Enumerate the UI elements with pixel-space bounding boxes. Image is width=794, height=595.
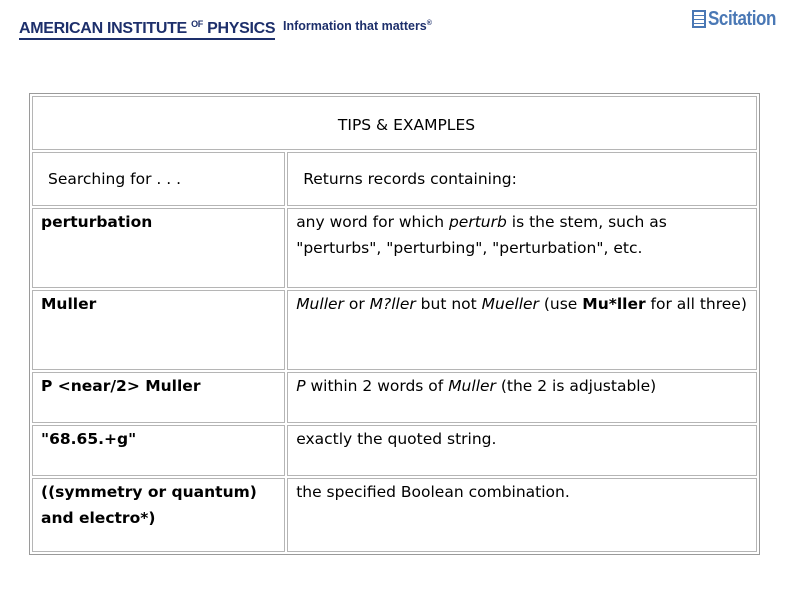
table-row <box>32 372 757 423</box>
table-row <box>32 478 757 552</box>
document-lines-icon <box>692 10 706 28</box>
column-header-returns: Returns records containing: <box>287 152 757 206</box>
result-description: exactly the quoted string. <box>287 425 757 476</box>
aip-logo-of: OF <box>191 19 203 29</box>
aip-logo-left: AMERICAN INSTITUTE <box>19 20 187 37</box>
search-term: ((symmetry or quantum) and electro*) <box>32 478 285 552</box>
column-header-search: Searching for . . . <box>32 152 285 206</box>
header-row <box>32 152 757 206</box>
table-title: TIPS & EXAMPLES <box>337 116 476 134</box>
scitation-logo[interactable] <box>692 7 788 31</box>
search-term: Muller <box>32 290 285 370</box>
result-description: the specified Boolean combination. <box>287 478 757 552</box>
search-term: P <near/2> Muller <box>32 372 285 423</box>
header <box>0 0 794 50</box>
table-row <box>32 425 757 476</box>
tagline <box>283 19 432 33</box>
aip-logo[interactable] <box>19 15 275 40</box>
table-row <box>32 290 757 370</box>
tips-table <box>29 93 760 555</box>
tagline-text: Information that matters <box>283 19 427 33</box>
result-description: any word for which perturb is the stem, such as "perturbs", "perturbing", "perturbation", etc. <box>287 208 757 288</box>
registered-mark: ® <box>426 19 432 27</box>
aip-logo-right: PHYSICS <box>207 20 276 37</box>
result-description: P within 2 words of Muller (the 2 is adjustable) <box>287 372 757 423</box>
scitation-brand: Scitation <box>708 7 777 30</box>
result-description: Muller or M?ller but not Mueller (use Mu*ller for all three) <box>287 290 757 370</box>
table-row <box>32 208 757 288</box>
table-title-cell <box>32 96 757 150</box>
search-term: "68.65.+g" <box>32 425 285 476</box>
title-row <box>32 96 757 150</box>
search-term: perturbation <box>32 208 285 288</box>
